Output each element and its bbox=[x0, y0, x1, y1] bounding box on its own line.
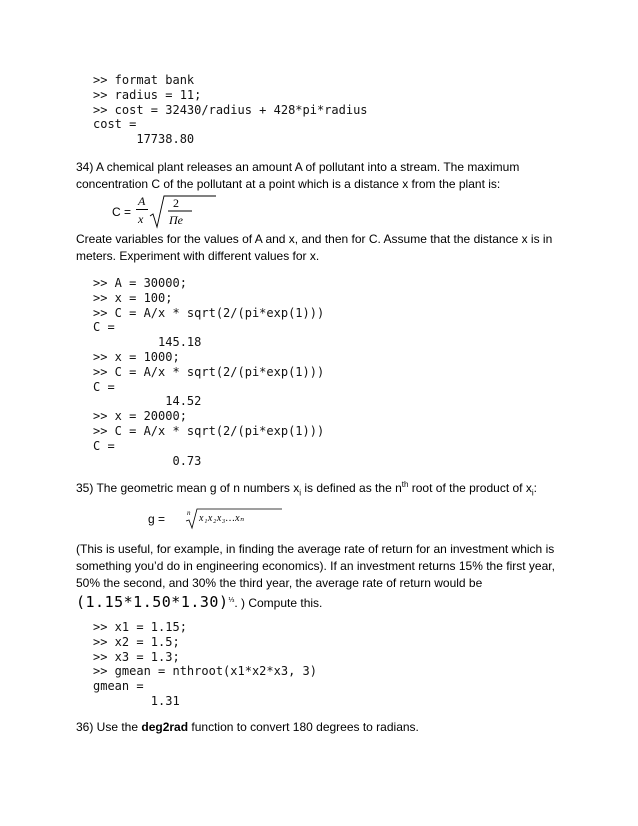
q35-part: : bbox=[533, 481, 537, 495]
code-line: >> A = 30000; bbox=[93, 276, 187, 290]
code-line: C = bbox=[93, 320, 115, 335]
function-name: deg2rad bbox=[141, 720, 189, 734]
code-line: >> x2 = 1.5; bbox=[93, 634, 180, 649]
code-line: >> radius = 11; bbox=[93, 87, 202, 102]
code-line: >> C = A/x * sqrt(2/(pi*exp(1))) bbox=[93, 364, 325, 379]
code-line: C = bbox=[93, 379, 115, 394]
code-line: >> C = A/x * sqrt(2/(pi*exp(1))) bbox=[93, 423, 325, 438]
fraction-bar bbox=[136, 209, 148, 210]
code-line: >> format bank bbox=[93, 73, 195, 87]
explanation-text: (This is useful, for example, in finding the average rate of return for an investment which is something you’d do in engineering economics). If an investment returns 15% the first year, 50% the second, and 30% the third year, the average rate of return would be bbox=[76, 542, 555, 590]
code-line: cost = bbox=[93, 117, 137, 132]
q36-part: 36) Use the bbox=[76, 720, 142, 734]
geometric-mean-formula bbox=[148, 508, 308, 530]
radicand: x₁x₂x₃…xₙ bbox=[199, 513, 245, 524]
code-block-concentration bbox=[93, 276, 324, 468]
q35-part: root of the product of x bbox=[408, 481, 532, 495]
code-block-cost bbox=[93, 73, 368, 147]
exponent: ⅓ bbox=[228, 597, 235, 604]
formula-lhs: g = bbox=[148, 512, 166, 526]
code-line: >> x = 20000; bbox=[93, 409, 187, 424]
q35-part: is defined as the n bbox=[301, 481, 402, 495]
code-block-gmean bbox=[93, 620, 317, 709]
code-line: >> x3 = 1.3; bbox=[93, 649, 180, 664]
formula-lhs: C = bbox=[112, 205, 132, 219]
code-line: 0.73 bbox=[93, 453, 202, 468]
code-line: C = bbox=[93, 438, 115, 453]
root-numerator: 2 bbox=[173, 196, 179, 210]
code-line: 14.52 bbox=[93, 394, 202, 409]
root-denominator: Πe bbox=[169, 213, 183, 227]
code-line: 17738.80 bbox=[93, 132, 195, 147]
sqrt-symbol bbox=[148, 194, 218, 230]
concentration-formula bbox=[112, 194, 312, 232]
question-36-text bbox=[76, 719, 566, 736]
subscript-i: i bbox=[299, 488, 302, 498]
code-line: 1.31 bbox=[93, 693, 180, 708]
explanation-text: . ) Compute this. bbox=[234, 596, 323, 610]
question-35-text bbox=[76, 476, 566, 501]
q36-part: function to convert 180 degrees to radians. bbox=[188, 720, 419, 734]
question-34-instructions: Create variables for the values of A and x, and then for C. Assume that the distance x is in meters. Experiment with different values for x. bbox=[76, 232, 553, 263]
code-line: gmean = bbox=[93, 679, 144, 694]
code-line: >> x = 100; bbox=[93, 290, 173, 305]
code-line: >> x = 1000; bbox=[93, 349, 180, 364]
question-34-text: 34) A chemical plant releases an amount A of pollutant into a stream. The maximum concentration C of the pollutant at a point which is a distance x from the plant is: bbox=[76, 160, 520, 191]
expression: (1.15*1.50*1.30) bbox=[76, 593, 229, 611]
formula-numerator: A bbox=[138, 194, 146, 208]
code-line: >> gmean = nthroot(x1*x2*x3, 3) bbox=[93, 664, 317, 679]
superscript-th: th bbox=[401, 480, 409, 489]
subscript-i: i bbox=[531, 488, 534, 498]
code-line: >> x1 = 1.15; bbox=[93, 620, 187, 634]
code-line: >> cost = 32430/radius + 428*pi*radius bbox=[93, 102, 368, 117]
code-line: 145.18 bbox=[93, 335, 202, 350]
question-35-explanation bbox=[76, 541, 566, 612]
code-line: >> C = A/x * sqrt(2/(pi*exp(1))) bbox=[93, 305, 325, 320]
root-index: n bbox=[187, 509, 191, 517]
formula-denominator: x bbox=[138, 212, 144, 226]
q35-part: 35) The geometric mean g of n numbers x bbox=[76, 481, 300, 495]
